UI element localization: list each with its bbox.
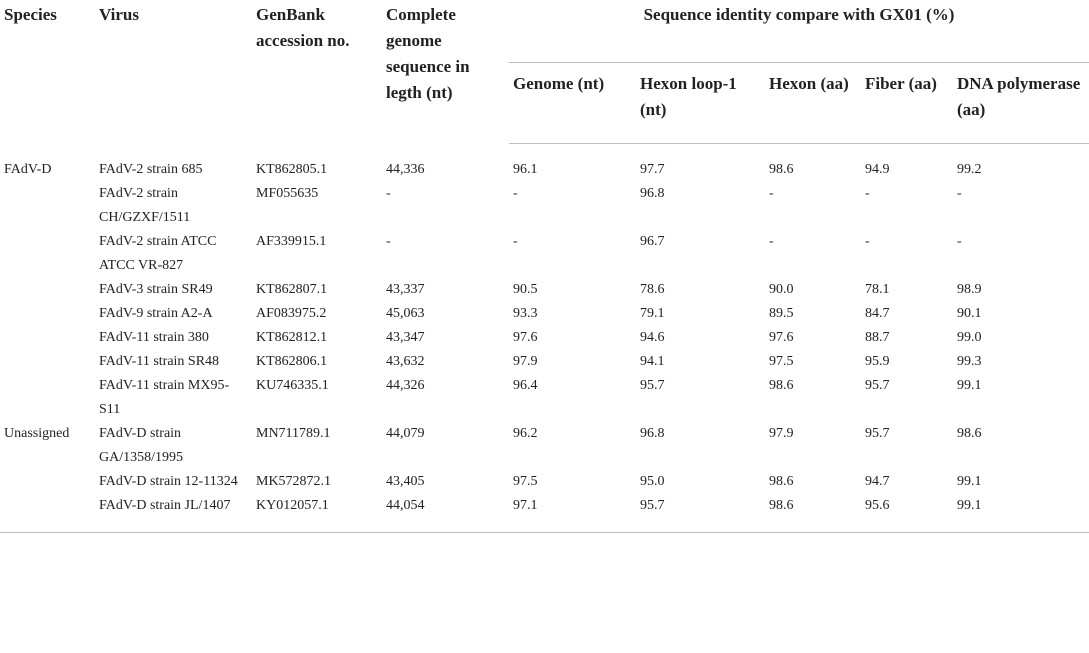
- cell-virus: FAdV-D strain JL/1407: [95, 494, 252, 533]
- cell-dna-polymerase: -: [957, 186, 962, 201]
- cell-dna-polymerase: 99.1: [953, 494, 1089, 533]
- cell-species: [0, 278, 95, 302]
- cell-fiber: -: [865, 186, 870, 201]
- cell-accession: AF083975.2: [256, 306, 327, 321]
- cell-accession: AF339915.1: [256, 234, 327, 249]
- cell-species: Unassigned: [4, 426, 70, 441]
- cell-genome: 93.3: [513, 306, 538, 321]
- table-row: [0, 422, 1089, 470]
- table-row: [0, 350, 1089, 374]
- cell-hexon-loop1: 95.7: [640, 378, 665, 393]
- cell-hexon-loop1: 78.6: [640, 282, 665, 297]
- cell-hexon: 97.6: [769, 330, 794, 345]
- cell-species: [0, 230, 95, 278]
- cell-species: [0, 374, 95, 422]
- cell-species: [0, 302, 95, 326]
- table-row: [0, 470, 1089, 494]
- table-body: [0, 144, 1089, 533]
- cell-dna-polymerase: 99.1: [957, 474, 982, 489]
- cell-genome: -: [513, 186, 518, 201]
- cell-species: FAdV-D: [4, 161, 52, 177]
- cell-length: 44,054: [382, 494, 509, 533]
- cell-genome: 96.2: [513, 426, 538, 441]
- cell-hexon-loop1: 94.1: [640, 354, 665, 369]
- cell-accession: KT862805.1: [256, 161, 328, 177]
- cell-length: 44,079: [386, 426, 425, 441]
- cell-fiber: 95.7: [865, 426, 890, 441]
- cell-hexon-loop1: 96.8: [640, 426, 665, 441]
- cell-species: [0, 494, 95, 533]
- cell-length: 43,337: [386, 282, 425, 297]
- cell-accession: KT862807.1: [256, 282, 328, 297]
- cell-fiber: 88.7: [865, 330, 890, 345]
- table-row: [0, 144, 1089, 183]
- cell-fiber: 94.7: [865, 474, 890, 489]
- cell-genome: 97.6: [513, 330, 538, 345]
- cell-hexon-loop1: 96.7: [640, 234, 665, 249]
- cell-length: -: [386, 234, 391, 249]
- cell-hexon: 97.9: [769, 426, 794, 441]
- cell-accession: MF055635: [256, 186, 319, 201]
- cell-hexon: -: [769, 186, 774, 201]
- header-genome: Genome (nt): [509, 63, 636, 144]
- cell-fiber: -: [865, 234, 870, 249]
- cell-hexon-loop1: 96.8: [640, 186, 665, 201]
- cell-genome: 96.4: [513, 378, 538, 393]
- header-dna-polymerase: DNA polymerase (aa): [953, 63, 1089, 144]
- header-hexon: Hexon (aa): [765, 63, 861, 144]
- cell-hexon: 98.6: [765, 494, 861, 533]
- cell-species: [0, 326, 95, 350]
- cell-genome: 97.5: [513, 474, 538, 489]
- cell-length: 43,405: [386, 474, 425, 489]
- cell-fiber: 95.7: [865, 378, 890, 393]
- cell-accession: KY012057.1: [252, 494, 382, 533]
- cell-species: [0, 350, 95, 374]
- cell-genome: -: [513, 234, 518, 249]
- cell-genome: 97.9: [513, 354, 538, 369]
- cell-length: 45,063: [386, 306, 425, 321]
- cell-hexon: 98.6: [769, 162, 794, 177]
- cell-virus: FAdV-3 strain SR49: [99, 282, 213, 297]
- cell-accession: KT862812.1: [256, 330, 328, 345]
- cell-length: 43,632: [386, 354, 425, 369]
- cell-hexon-loop1: 94.6: [640, 330, 665, 345]
- header-hexon-loop1: Hexon loop-1 (nt): [636, 63, 765, 144]
- cell-hexon-loop1: 79.1: [640, 306, 665, 321]
- cell-dna-polymerase: 98.9: [957, 282, 982, 297]
- cell-fiber: 78.1: [865, 282, 890, 297]
- cell-length: 44,326: [386, 378, 425, 393]
- cell-species: [0, 182, 95, 230]
- cell-species: [0, 470, 95, 494]
- cell-hexon: -: [769, 234, 774, 249]
- cell-genome: 96.1: [513, 162, 538, 177]
- cell-accession: KT862806.1: [256, 354, 328, 369]
- cell-fiber: 95.6: [861, 494, 953, 533]
- header-identity-group: Sequence identity compare with GX01 (%): [509, 0, 1089, 63]
- table-row: [0, 230, 1089, 278]
- cell-virus: FAdV-9 strain A2-A: [99, 306, 213, 321]
- cell-fiber: 95.9: [865, 354, 890, 369]
- table-row: [0, 302, 1089, 326]
- cell-hexon-loop1: 95.7: [636, 494, 765, 533]
- header-virus: Virus: [99, 5, 139, 24]
- cell-length: 44,336: [386, 161, 425, 177]
- cell-dna-polymerase: 98.6: [957, 426, 982, 441]
- cell-dna-polymerase: -: [957, 234, 962, 249]
- cell-hexon: 97.5: [769, 354, 794, 369]
- table-row: [0, 278, 1089, 302]
- cell-hexon: 98.6: [769, 378, 794, 393]
- cell-dna-polymerase: 90.1: [957, 306, 982, 321]
- cell-virus: FAdV-2 strain 685: [99, 161, 203, 177]
- cell-genome: 90.5: [513, 282, 538, 297]
- cell-hexon: 98.6: [769, 474, 794, 489]
- cell-accession: MK572872.1: [256, 474, 332, 489]
- cell-hexon-loop1: 95.0: [640, 474, 665, 489]
- header-species: Species: [4, 5, 57, 24]
- cell-hexon: 90.0: [769, 282, 794, 297]
- cell-virus: FAdV-2 strain CH/GZXF/1511: [99, 186, 191, 225]
- table-row: [0, 182, 1089, 230]
- cell-genome: 97.1: [509, 494, 636, 533]
- table-row: [0, 494, 1089, 533]
- cell-dna-polymerase: 99.0: [957, 330, 982, 345]
- cell-virus: FAdV-D strain GA/1358/1995: [99, 426, 183, 465]
- cell-virus: FAdV-11 strain MX95-S11: [99, 378, 230, 417]
- cell-accession: MN711789.1: [256, 426, 331, 441]
- cell-dna-polymerase: 99.2: [957, 162, 982, 177]
- cell-virus: FAdV-D strain 12-11324: [99, 474, 238, 489]
- cell-length: 43,347: [386, 330, 425, 345]
- header-complete-genome: Complete genome sequence in legth (nt): [386, 5, 470, 102]
- cell-virus: FAdV-11 strain 380: [99, 330, 209, 345]
- cell-dna-polymerase: 99.1: [957, 378, 982, 393]
- cell-virus: FAdV-2 strain ATCC ATCC VR-827: [99, 234, 217, 273]
- cell-length: -: [386, 186, 391, 201]
- cell-hexon-loop1: 97.7: [640, 162, 665, 177]
- header-row-top: [0, 0, 1089, 63]
- cell-virus: FAdV-11 strain SR48: [99, 354, 220, 369]
- header-genbank: GenBank accession no.: [256, 5, 350, 50]
- table-row: [0, 326, 1089, 350]
- cell-fiber: 84.7: [865, 306, 890, 321]
- cell-accession: KU746335.1: [256, 378, 329, 393]
- cell-fiber: 94.9: [865, 162, 890, 177]
- cell-dna-polymerase: 99.3: [957, 354, 982, 369]
- cell-hexon: 89.5: [769, 306, 794, 321]
- header-fiber: Fiber (aa): [861, 63, 953, 144]
- table-row: [0, 374, 1089, 422]
